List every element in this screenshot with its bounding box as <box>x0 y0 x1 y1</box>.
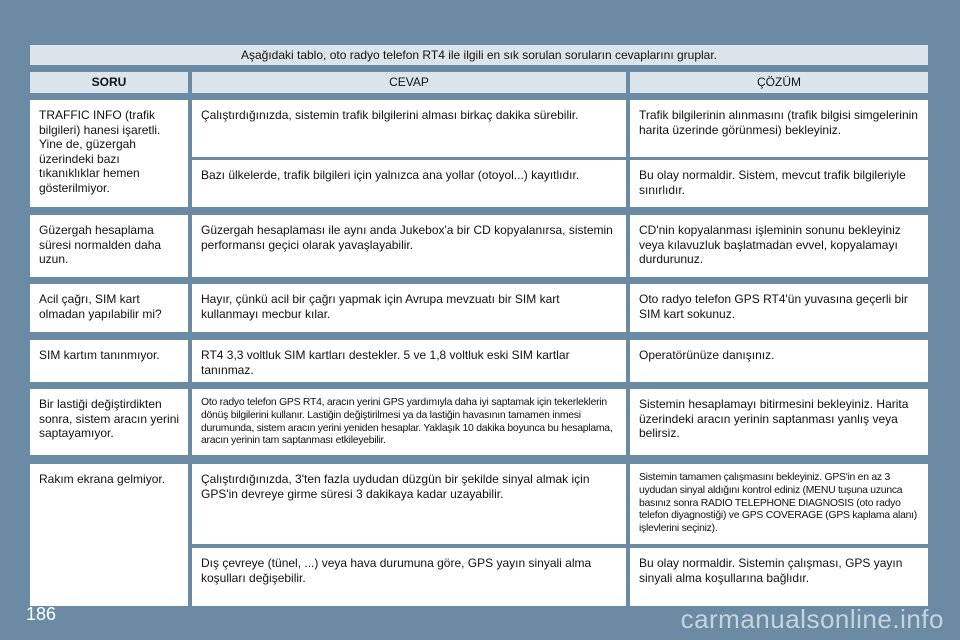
answer-cell: Dış çevreye (tünel, ...) veya hava durumuna göre, GPS yayın sinyali alma koşulları değişebilir. <box>192 548 626 606</box>
answer-cell: Oto radyo telefon GPS RT4, aracın yerini GPS yardımıyla daha iyi saptamak için tekerleklerin dönüş bilgilerini kullanır. Lastiğin değiştirilmesi ya da lastiğin havasının tamamen inmesi durumunda, sistem aracın yerini yeniden hesaplar. Yaklaşık 10 dakika boyunca bu hesaplama, aracın yerinin tam saptanması etkileyebilir. <box>192 389 626 455</box>
solution-cell: Sistemin tamamen çalışmasını bekleyiniz. GPS'in en az 3 uydudan sinyal aldığını kontrol ediniz (MENU tuşuna uzunca basınız sonra RADIO TELEPHONE DIAGNOSIS (oto radyo telefon diyagnostiği) ve GPS COVERAGE (GPS kaplama alanı) işlevlerini seçiniz). <box>630 464 928 544</box>
question-cell: Güzergah hesaplama süresi normalden daha uzun. <box>30 215 188 277</box>
solution-cell: Trafik bilgilerinin alınmasını (trafik bilgisi simgelerinin harita üzerinde görünmesi) bekleyiniz. <box>630 100 928 157</box>
header-answer: CEVAP <box>192 72 626 93</box>
answer-cell: Hayır, çünkü acil bir çağrı yapmak için Avrupa mevzuatı bir SIM kart kullanmayı mecbur kılar. <box>192 284 626 332</box>
question-cell: Bir lastiği değiştirdikten sonra, sistem aracın yerini saptayamıyor. <box>30 389 188 455</box>
answer-cell: Güzergah hesaplaması ile aynı anda Jukebox'a bir CD kopyalanırsa, sistemin performansı geçici olarak yavaşlayabilir. <box>192 215 626 277</box>
solution-cell: Oto radyo telefon GPS RT4'ün yuvasına geçerli bir SIM kart sokunuz. <box>630 284 928 332</box>
page-number: 186 <box>26 604 57 624</box>
header-solution: ÇÖZÜM <box>630 72 928 93</box>
watermark: carmanualsonline.info <box>680 604 944 634</box>
solution-cell: Sistemin hesaplamayı bitirmesini bekleyiniz. Harita üzerindeki aracın yerinin saptanması yanlış veya belirsiz. <box>630 389 928 455</box>
answer-cell: RT4 3,3 voltluk SIM kartları destekler. 5 ve 1,8 voltluk eski SIM kartlar tanınmaz. <box>192 340 626 382</box>
solution-cell: Operatörünüze danışınız. <box>630 340 928 382</box>
question-cell: Acil çağrı, SIM kart olmadan yapılabilir mi? <box>30 284 188 332</box>
solution-cell: CD'nin kopyalanması işleminin sonunu bekleyiniz veya kılavuzluk başlatmadan evvel, kopyalamayı durdurunuz. <box>630 215 928 277</box>
table-intro: Aşağıdaki tablo, oto radyo telefon RT4 ile ilgili en sık sorulan soruların cevaplarını gruplar. <box>30 45 928 65</box>
answer-cell: Bazı ülkelerde, trafik bilgileri için yalnızca ana yollar (otoyol...) kayıtlıdır. <box>192 160 626 207</box>
solution-cell: Bu olay normaldir. Sistemin çalışması, GPS yayın sinyali alma koşullarına bağlıdır. <box>630 548 928 606</box>
solution-cell: Bu olay normaldir. Sistem, mevcut trafik bilgileriyle sınırlıdır. <box>630 160 928 207</box>
answer-cell: Çalıştırdığınızda, sistemin trafik bilgilerini alması birkaç dakika sürebilir. <box>192 100 626 157</box>
question-cell: TRAFFIC INFO (trafik bilgileri) hanesi işaretli. Yine de, güzergah üzerindeki bazı tıkanıklıklar hemen gösterilmiyor. <box>30 100 188 207</box>
question-cell: Rakım ekrana gelmiyor. <box>30 464 188 606</box>
question-cell: SIM kartım tanınmıyor. <box>30 340 188 382</box>
header-question: SORU <box>30 72 188 93</box>
answer-cell: Çalıştırdığınızda, 3'ten fazla uydudan düzgün bir şekilde sinyal almak için GPS'in devreye girme süresi 3 dakikaya kadar uzayabilir. <box>192 464 626 544</box>
